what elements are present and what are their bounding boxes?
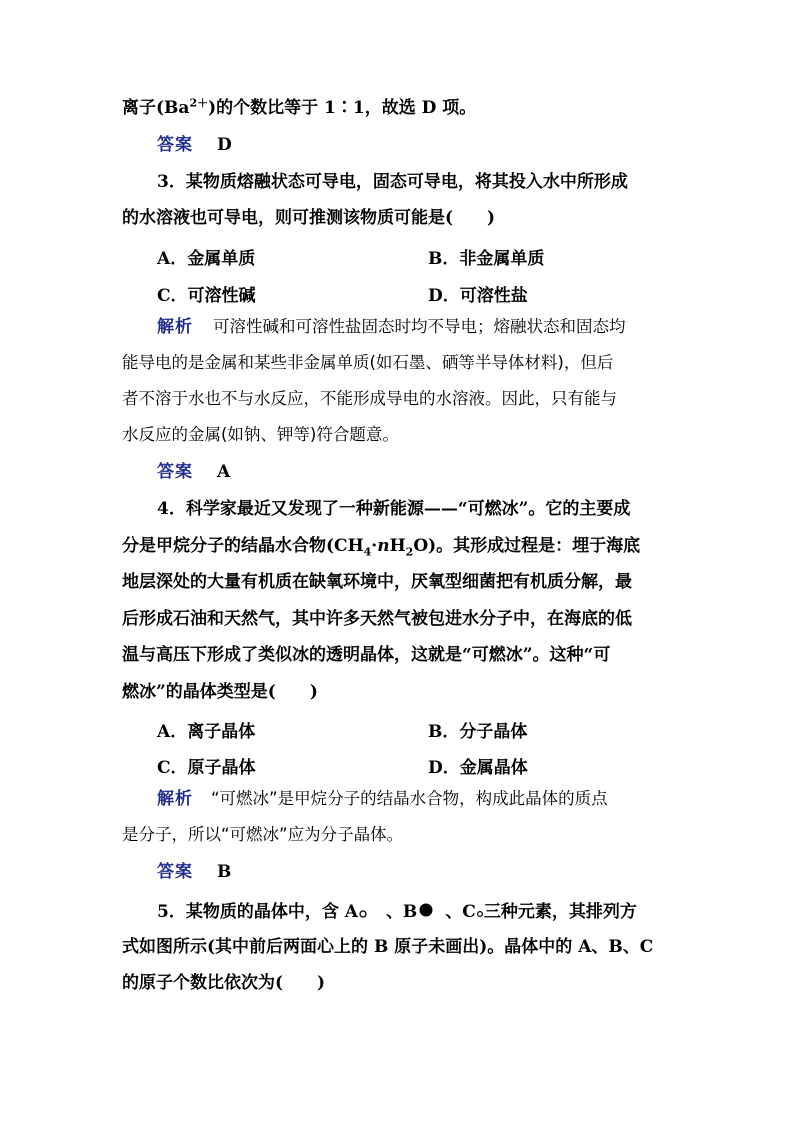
small-circle-icon [358, 903, 368, 923]
q3-option-c: C．可溶性碱 [157, 286, 256, 306]
n-var: n [377, 536, 390, 556]
q3-options-row-1 [157, 244, 717, 269]
h2o-sub: 2 [405, 545, 414, 559]
q4-options-row-2 [157, 753, 717, 778]
analysis-text: “可燃冰”是甲烷分子的结晶水合物，构成此晶体的质点 [211, 789, 608, 808]
q4-stem-5: 温与高压下形成了类似冰的透明晶体，这就是“可燃冰”。这种“可 [122, 645, 611, 665]
q4-stem-1: 4．科学家最近又发现了一种新能源——“可燃冰”。它的主要成 [157, 499, 631, 519]
q4-answer [157, 862, 231, 882]
q5-stem-1b: 、B [385, 902, 418, 922]
q5-stem-1c: 、C [445, 902, 476, 922]
q3-stem-2: 的水溶液也可导电，则可推测该物质可能是( ) [122, 208, 496, 228]
q5-stem-1a: 5．某物质的晶体中，含 A [157, 902, 358, 922]
q4-stem-2-post: O)。其形成过程是：埋于海底 [413, 536, 641, 556]
q3-options-row-2 [157, 281, 717, 306]
filled-dot-icon [417, 901, 435, 924]
q4-option-d: D．金属晶体 [428, 758, 528, 778]
q5-stem-1 [157, 901, 637, 924]
q2-tail-text [122, 98, 476, 118]
q3-option-d: D．可溶性盐 [428, 286, 528, 306]
q3-answer [157, 462, 230, 482]
ch4-sub: 4 [363, 545, 372, 559]
q5-stem-2: 式如图所示(其中前后两面心上的 B 原子未画出)。晶体中的 A、B、C [122, 937, 654, 957]
dot: · [371, 536, 378, 556]
analysis-text: 可溶性碱和可溶性盐固态时均不导电；熔融状态和固态均 [213, 317, 626, 336]
answer-label: 答案 [157, 462, 193, 482]
analysis-label: 解析 [157, 317, 193, 337]
q3-analysis-2: 能导电的是金属和某些非金属单质(如石墨、硒等半导体材料)，但后 [122, 353, 614, 372]
q4-stem-6: 燃冰”的晶体类型是( ) [122, 682, 318, 702]
q4-options-row-1 [157, 717, 717, 742]
answer-value: B [217, 862, 232, 882]
q2-answer [157, 135, 232, 155]
tiny-circle-icon [476, 903, 484, 923]
q4-stem-3: 地层深处的大量有机质在缺氧环境中，厌氧型细菌把有机质分解，最 [122, 572, 632, 592]
q4-stem-2-pre: 分是甲烷分子的结晶水合物(CH [122, 536, 364, 556]
q5-stem-1d: 三种元素，其排列方 [483, 902, 637, 922]
q4-option-a: A．离子晶体 [157, 722, 256, 742]
q2-tail-post: )的个数比等于 1∶1，故选 D 项。 [208, 98, 477, 118]
q4-option-c: C．原子晶体 [157, 758, 256, 778]
h-symbol: H [389, 536, 406, 556]
q5-stem-3: 的原子个数比依次为( ) [122, 973, 326, 993]
ba-charge: 2＋ [189, 96, 209, 110]
q3-option-a: A．金属单质 [157, 249, 256, 269]
q4-stem-2 [122, 536, 641, 559]
q3-stem-1: 3．某物质熔融状态可导电，固态可导电，将其投入水中所形成 [157, 172, 628, 192]
answer-label: 答案 [157, 135, 193, 155]
answer-value: D [217, 135, 232, 155]
q3-option-b: B．非金属单质 [428, 249, 545, 269]
q3-analysis-3: 者不溶于水也不与水反应，不能形成导电的水溶液。因此，只有能与 [122, 389, 617, 408]
q3-analysis-4: 水反应的金属(如钠、钾等)符合题意。 [122, 425, 399, 444]
answer-value: A [217, 462, 231, 482]
q3-analysis-1 [157, 317, 626, 337]
q4-analysis-2: 是分子，所以“可燃冰”应为分子晶体。 [122, 825, 404, 844]
q4-stem-4: 后形成石油和天然气，其中许多天然气被包进水分子中，在海底的低 [122, 609, 632, 629]
q2-tail-pre: 离子(Ba [122, 98, 190, 118]
q4-analysis-1 [157, 789, 608, 809]
answer-label: 答案 [157, 862, 193, 882]
analysis-label: 解析 [157, 789, 193, 809]
q4-option-b: B．分子晶体 [428, 722, 528, 742]
